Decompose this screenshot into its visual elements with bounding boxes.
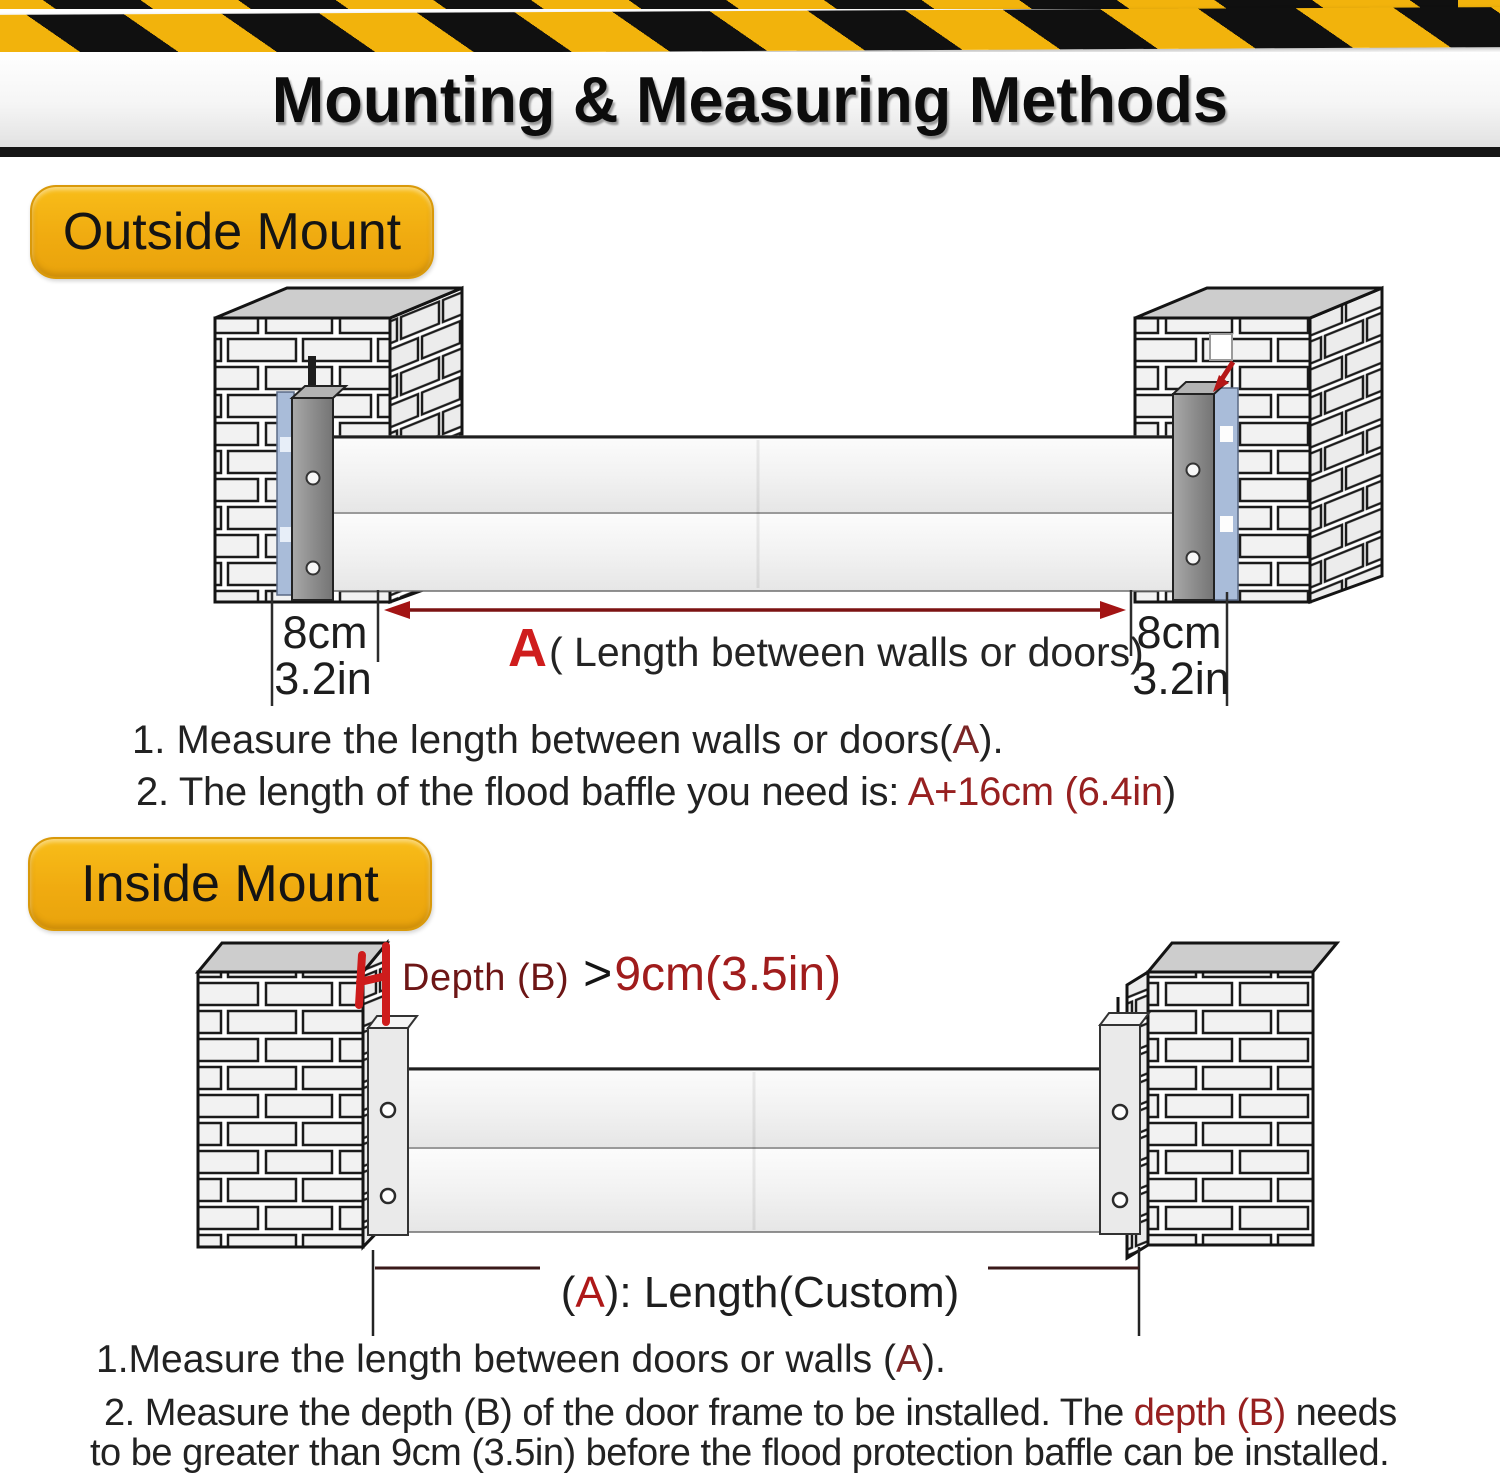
span-length-text: ( Length between walls or doors) <box>549 629 1144 675</box>
length-a: A <box>575 1268 605 1317</box>
length-open-paren: ( <box>560 1268 576 1317</box>
hazard-tape-band <box>0 7 1500 55</box>
left-offset-cm-label: 8cm <box>282 607 368 658</box>
span-arrow <box>384 601 1126 619</box>
right-offset-in-label: 3.2in <box>1132 653 1230 704</box>
screw-icon <box>1113 1105 1127 1119</box>
inside-step-2-line2 <box>90 1432 1389 1475</box>
screw-icon <box>307 472 320 485</box>
screw-icon <box>1187 552 1200 565</box>
page-title: Mounting & Measuring Methods <box>271 63 1229 136</box>
outside-mount-badge-label: Outside Mount <box>62 203 402 261</box>
depth-b-label: Depth (B) <box>402 957 570 999</box>
outside-mount-badge <box>30 185 434 279</box>
inside-step-1-a: A <box>895 1338 922 1381</box>
outside-mount-diagram <box>0 270 1500 706</box>
header-divider-bar <box>0 147 1500 157</box>
screw-icon <box>307 562 320 575</box>
title-band <box>0 52 1500 147</box>
screw-icon <box>1113 1193 1127 1207</box>
outside-step-1-text: 1. Measure the length between walls or doors( <box>132 718 953 762</box>
screw-icon <box>381 1103 395 1117</box>
left-offset-in-label: 3.2in <box>274 653 372 704</box>
right-seal-strip <box>1214 388 1238 600</box>
screw-icon <box>1187 464 1200 477</box>
inside-step-1 <box>96 1338 946 1382</box>
baffle-board-bottom <box>333 513 1178 591</box>
inside-step-2-text: 2. Measure the depth (B) of the door frame to be installed. The <box>104 1392 1134 1434</box>
baffle-board-top <box>333 436 1178 513</box>
greater-than-sign: > <box>583 945 613 1001</box>
inside-step-1-text: 1.Measure the length between doors or walls ( <box>96 1338 896 1381</box>
inside-right-brick-pillar <box>1127 943 1337 1258</box>
length-custom-label <box>561 1268 960 1317</box>
inside-mount-diagram <box>0 928 1500 1338</box>
pillar-front-face <box>1148 972 1313 1245</box>
inside-mount-badge <box>28 837 432 931</box>
inside-step-2 <box>104 1392 1397 1435</box>
depth-value-label: 9cm(3.5in) <box>614 948 842 1001</box>
right-offset-cm-label: 8cm <box>1136 607 1222 658</box>
inside-step-2-highlight: depth (B) <box>1133 1392 1286 1434</box>
outside-step-2 <box>136 770 1176 815</box>
wall-notch-mark <box>1210 334 1232 360</box>
pillar-top-face <box>1148 943 1337 972</box>
span-length-a: A <box>508 618 547 678</box>
span-length-label <box>508 618 1144 678</box>
inside-step-2-tail: needs <box>1285 1392 1397 1434</box>
inside-step-2-line2-text: to be greater than 9cm (3.5in) before the flood protection baffle can be installed. <box>90 1432 1390 1474</box>
pillar-front-face <box>198 972 363 1247</box>
flood-baffle-panels <box>333 436 1178 591</box>
outside-step-2-close: ) <box>1162 770 1176 814</box>
length-rest: ): Length(Custom) <box>604 1268 960 1317</box>
outside-step-2-highlight: A+16cm (6.4in <box>907 770 1163 814</box>
outside-step-2-text: 2. The length of the flood baffle you need is: <box>136 770 908 814</box>
outside-step-1-close: ). <box>979 718 1004 762</box>
pillar-side-face <box>1310 288 1382 602</box>
flood-baffle-panels <box>408 1068 1100 1232</box>
outside-step-1 <box>132 718 1004 763</box>
inside-step-1-close: ). <box>921 1338 946 1381</box>
inside-mount-badge-label: Inside Mount <box>81 855 379 913</box>
screw-icon <box>381 1189 395 1203</box>
outside-step-1-a: A <box>952 718 980 762</box>
